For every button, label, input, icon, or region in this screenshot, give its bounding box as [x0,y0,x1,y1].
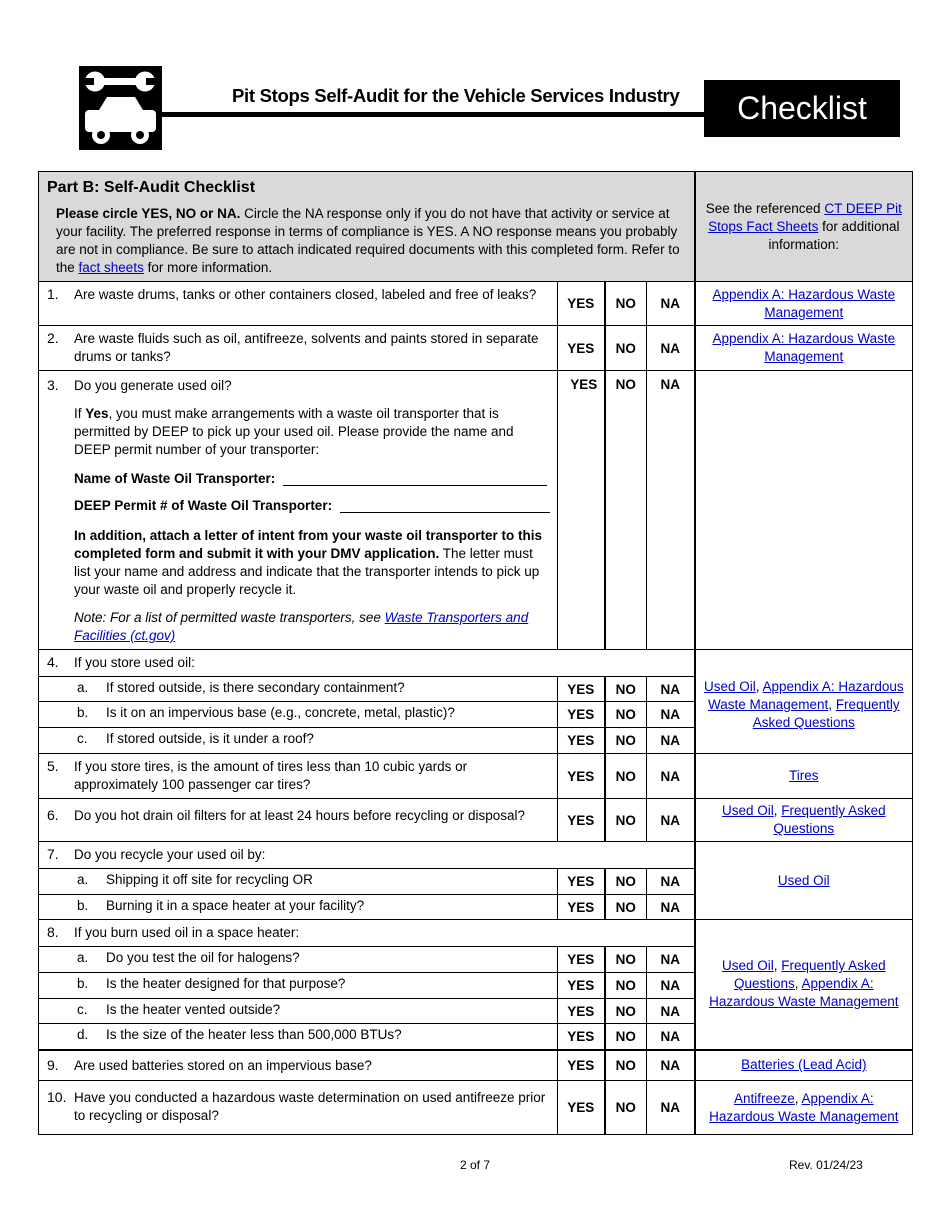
yes-option[interactable]: YES [558,869,605,895]
question-text: If you store tires, is the amount of tires less than 10 cubic yards or approximately 100 passenger car tires? [74,759,468,792]
transporters-note [74,609,551,645]
question-row-1 [39,282,913,326]
no-option[interactable]: NO [605,999,647,1024]
question-8b [39,973,558,999]
ref-intro-post: for additional information: [768,218,900,252]
sub-letter: a. [77,950,89,965]
yes-option[interactable]: YES [558,947,605,973]
yes-option[interactable]: YES [558,1050,605,1081]
question-number: 10. [47,1089,67,1105]
reference-cell [695,326,913,371]
faq-link[interactable]: Frequently Asked Questions [773,803,886,836]
no-option[interactable]: NO [605,1081,647,1135]
na-option[interactable]: NA [647,728,695,754]
ref-intro-pre: See the referenced [705,200,825,216]
no-option[interactable]: NO [605,702,647,728]
partb-intro [47,205,686,277]
used-oil-link[interactable]: Used Oil [777,872,830,888]
page-number: 2 of 7 [460,1158,491,1172]
question-number: 7. [47,846,59,862]
no-option[interactable]: NO [605,799,647,842]
sub-letter: c. [77,1002,88,1017]
no-option[interactable]: NO [605,754,647,799]
yes-option[interactable]: YES [558,677,605,702]
partb-intro-end: for more information. [143,260,273,275]
transporter-name-line[interactable] [283,471,547,486]
question-number: 2. [47,330,59,346]
reference-cell [695,1050,913,1081]
question-4b [39,702,558,728]
header-rule [162,112,704,117]
appendix-a-link[interactable]: Appendix A: Hazardous Waste Management [709,976,899,1010]
na-option[interactable]: NA [647,973,695,999]
question-4c [39,728,558,754]
question-4 [39,650,695,677]
no-option[interactable]: NO [605,895,647,920]
na-option[interactable]: NA [647,869,695,895]
transporter-name-label: Name of Waste Oil Transporter: [74,471,276,486]
question-7a [39,869,558,895]
question-text: Are waste fluids such as oil, antifreeze, solvents and paints stored in separate drums or tanks? [74,331,539,364]
yes-option[interactable]: YES [558,999,605,1024]
sub-letter: b. [77,898,89,913]
question-number: 3. [47,377,59,393]
na-option[interactable]: NA [647,282,695,326]
na-option[interactable]: NA [647,326,695,371]
yes-option[interactable]: YES [558,282,605,326]
question-number: 5. [47,758,59,774]
sub-letter: b. [77,705,89,720]
question-7 [39,842,695,869]
partb-instructions [39,172,695,282]
para-post: , you must make arrangements with a waste oil transporter that is permitted by DEEP to pick up your used oil. Please provide the name and DEEP permit number of your transporter: [74,406,514,457]
sub-text: Shipping it off site for recycling OR [106,872,313,887]
question-5 [39,754,558,799]
question-6 [39,799,558,842]
used-oil-link[interactable]: Used Oil [722,803,774,818]
question-row-3 [39,371,913,650]
appendix-a-link[interactable]: Appendix A: Hazardous Waste Management [707,679,904,712]
question-row-8 [39,920,913,947]
no-option[interactable]: NO [605,677,647,702]
question-2 [39,326,558,371]
question-8a [39,947,558,973]
appendix-a-link[interactable]: Appendix A: Hazardous Waste Management [712,331,896,364]
ct-deep-fact-sheets-link[interactable]: CT DEEP Pit Stops Fact Sheets [708,200,902,234]
question-row-7 [39,842,913,869]
antifreeze-link[interactable]: Antifreeze [733,1090,795,1106]
question-8 [39,920,695,947]
sub-text: If stored outside, is there secondary containment? [106,680,405,695]
na-option[interactable]: NA [647,999,695,1024]
reference-cell [695,282,913,326]
waste-transporters-link[interactable]: Waste Transporters and Facilities (ct.gov) [74,610,529,643]
no-option[interactable]: NO [605,371,647,650]
yes-option[interactable]: YES [558,702,605,728]
checklist-badge: Checklist [704,80,900,137]
permit-number-field[interactable] [74,498,551,513]
question-number: 4. [47,654,59,670]
question-text: If you store used oil: [74,655,195,670]
used-oil-link[interactable]: Used Oil [722,958,774,974]
self-audit-checklist-table [38,171,913,1135]
question-row-5 [39,754,913,799]
yes-bold: Yes [85,406,109,421]
na-option[interactable]: NA [647,677,695,702]
yes-option[interactable]: YES [558,895,605,920]
no-option[interactable]: NO [605,326,647,371]
reference-cell-empty [695,371,913,650]
sub-letter: a. [77,680,89,695]
question-row-6 [39,799,913,842]
na-option[interactable]: NA [647,799,695,842]
fact-sheets-link[interactable]: fact sheets [78,260,144,275]
reference-header [695,172,913,282]
transporter-name-field[interactable] [74,471,551,486]
na-option[interactable]: NA [647,1024,695,1050]
permit-number-label: DEEP Permit # of Waste Oil Transporter: [74,498,333,513]
appendix-a-link[interactable]: Appendix A: Hazardous Waste Management [712,286,896,320]
document-title: Pit Stops Self-Audit for the Vehicle Services Industry [232,85,680,106]
question-row-10 [39,1081,913,1135]
question-text: Are used batteries stored on an impervious base? [74,1057,372,1073]
sub-text: Burning it in a space heater at your facility? [106,898,365,913]
question-text: Do you hot drain oil filters for at least 24 hours before recycling or disposal? [74,808,525,823]
sub-text: Is the heater vented outside? [106,1002,281,1017]
question-number: 6. [47,807,59,823]
question-7b [39,895,558,920]
reference-cell: Used Oil, Frequently Asked Questions [695,799,913,842]
question-4a [39,677,558,702]
yes-option[interactable]: YES [558,1024,605,1050]
letter-bold: In addition, attach a letter of intent from your waste oil transporter to this completed form and submit it with your DMV application. [74,528,543,561]
yes-option[interactable]: YES [558,1081,605,1135]
partb-intro-text: Circle the NA response only if you do not have that activity or service at your facility. The preferred response in terms of compliance is YES. A NO response means you probably are not in compliance. Be sure to attach indicated required documents with this completed form. Refer to the [56,206,680,275]
sub-letter: b. [77,976,89,991]
question-row-4 [39,650,913,677]
sub-text: Is it on an impervious base (e.g., concrete, metal, plastic)? [106,705,455,720]
revision-date: Rev. 01/24/23 [789,1158,863,1172]
tires-link[interactable]: Tires [789,768,819,783]
reference-cell [695,842,913,920]
transporter-instructions [74,405,551,459]
partb-intro-bold: Please circle YES, NO or NA. [56,206,241,221]
no-option[interactable]: NO [605,1024,647,1050]
na-option[interactable]: NA [647,895,695,920]
sub-text: If stored outside, is it under a roof? [106,731,314,746]
question-row-9 [39,1050,913,1081]
partb-title: Part B: Self-Audit Checklist [47,179,256,196]
letter-of-intent-instructions [74,527,551,599]
no-option[interactable]: NO [605,728,647,754]
yes-option[interactable]: YES [558,754,605,799]
yes-option[interactable]: YES [558,973,605,999]
letter-post: The letter must list your name and address and indicate that the transporter intends to pick up your waste oil and properly recycle it. [74,546,540,597]
question-text: If you burn used oil in a space heater: [74,925,300,940]
question-9 [39,1050,558,1081]
na-option[interactable]: NA [647,947,695,973]
reference-cell: Used Oil, Frequently Asked Questions, Appendix A: Hazardous Waste Management [695,920,913,1050]
reference-cell: Antifreeze, Appendix A: Hazardous Waste Management [695,1081,913,1135]
sub-text: Is the size of the heater less than 500,000 BTUs? [106,1027,402,1042]
question-1 [39,282,558,326]
question-10 [39,1081,558,1135]
question-text: Do you generate used oil? [74,378,232,393]
sub-letter: a. [77,872,89,887]
used-oil-link[interactable]: Used Oil [703,679,756,694]
question-8d [39,1024,558,1050]
question-8c [39,999,558,1024]
para-pre: If [74,406,86,421]
question-number: 9. [47,1056,59,1073]
na-option[interactable]: NA [647,1081,695,1135]
note-pre: Note: For a list of permitted waste transporters, see [74,610,385,625]
appendix-a-link[interactable]: Appendix A: Hazardous Waste Management [709,1090,899,1124]
na-option[interactable]: NA [647,754,695,799]
no-option[interactable]: NO [605,947,647,973]
batteries-link[interactable]: Batteries (Lead Acid) [741,1057,867,1073]
reference-cell: Used Oil, Appendix A: Hazardous Waste Management, Frequently Asked Questions [695,650,913,754]
na-option[interactable]: NA [647,371,695,650]
question-text: Do you recycle your used oil by: [74,847,266,862]
sub-letter: d. [77,1027,89,1042]
question-row-2 [39,326,913,371]
no-option[interactable]: NO [605,282,647,326]
question-3 [39,371,558,650]
yes-option[interactable]: YES [558,326,605,371]
sub-text: Is the heater designed for that purpose? [106,976,346,991]
na-option[interactable]: NA [647,702,695,728]
na-option[interactable]: NA [647,1050,695,1081]
question-text: Have you conducted a hazardous waste determination on used antifreeze prior to recycling or disposal? [74,1090,546,1123]
sub-text: Do you test the oil for halogens? [106,950,300,965]
no-option[interactable]: NO [605,1050,647,1081]
faq-link[interactable]: Frequently Asked Questions [752,697,900,730]
permit-number-line[interactable] [340,498,550,513]
yes-option[interactable]: YES [558,799,605,842]
sub-letter: c. [77,731,88,746]
partb-header-row [39,172,913,282]
wrench-car-icon [79,66,162,150]
yes-option[interactable]: YES [558,371,605,650]
faq-link[interactable]: Frequently Asked Questions [733,958,886,992]
yes-option[interactable]: YES [558,728,605,754]
question-text: Are waste drums, tanks or other containers closed, labeled and free of leaks? [74,287,537,302]
no-option[interactable]: NO [605,869,647,895]
question-number: 8. [47,924,59,940]
no-option[interactable]: NO [605,973,647,999]
question-number: 1. [47,286,59,302]
reference-cell [695,754,913,799]
